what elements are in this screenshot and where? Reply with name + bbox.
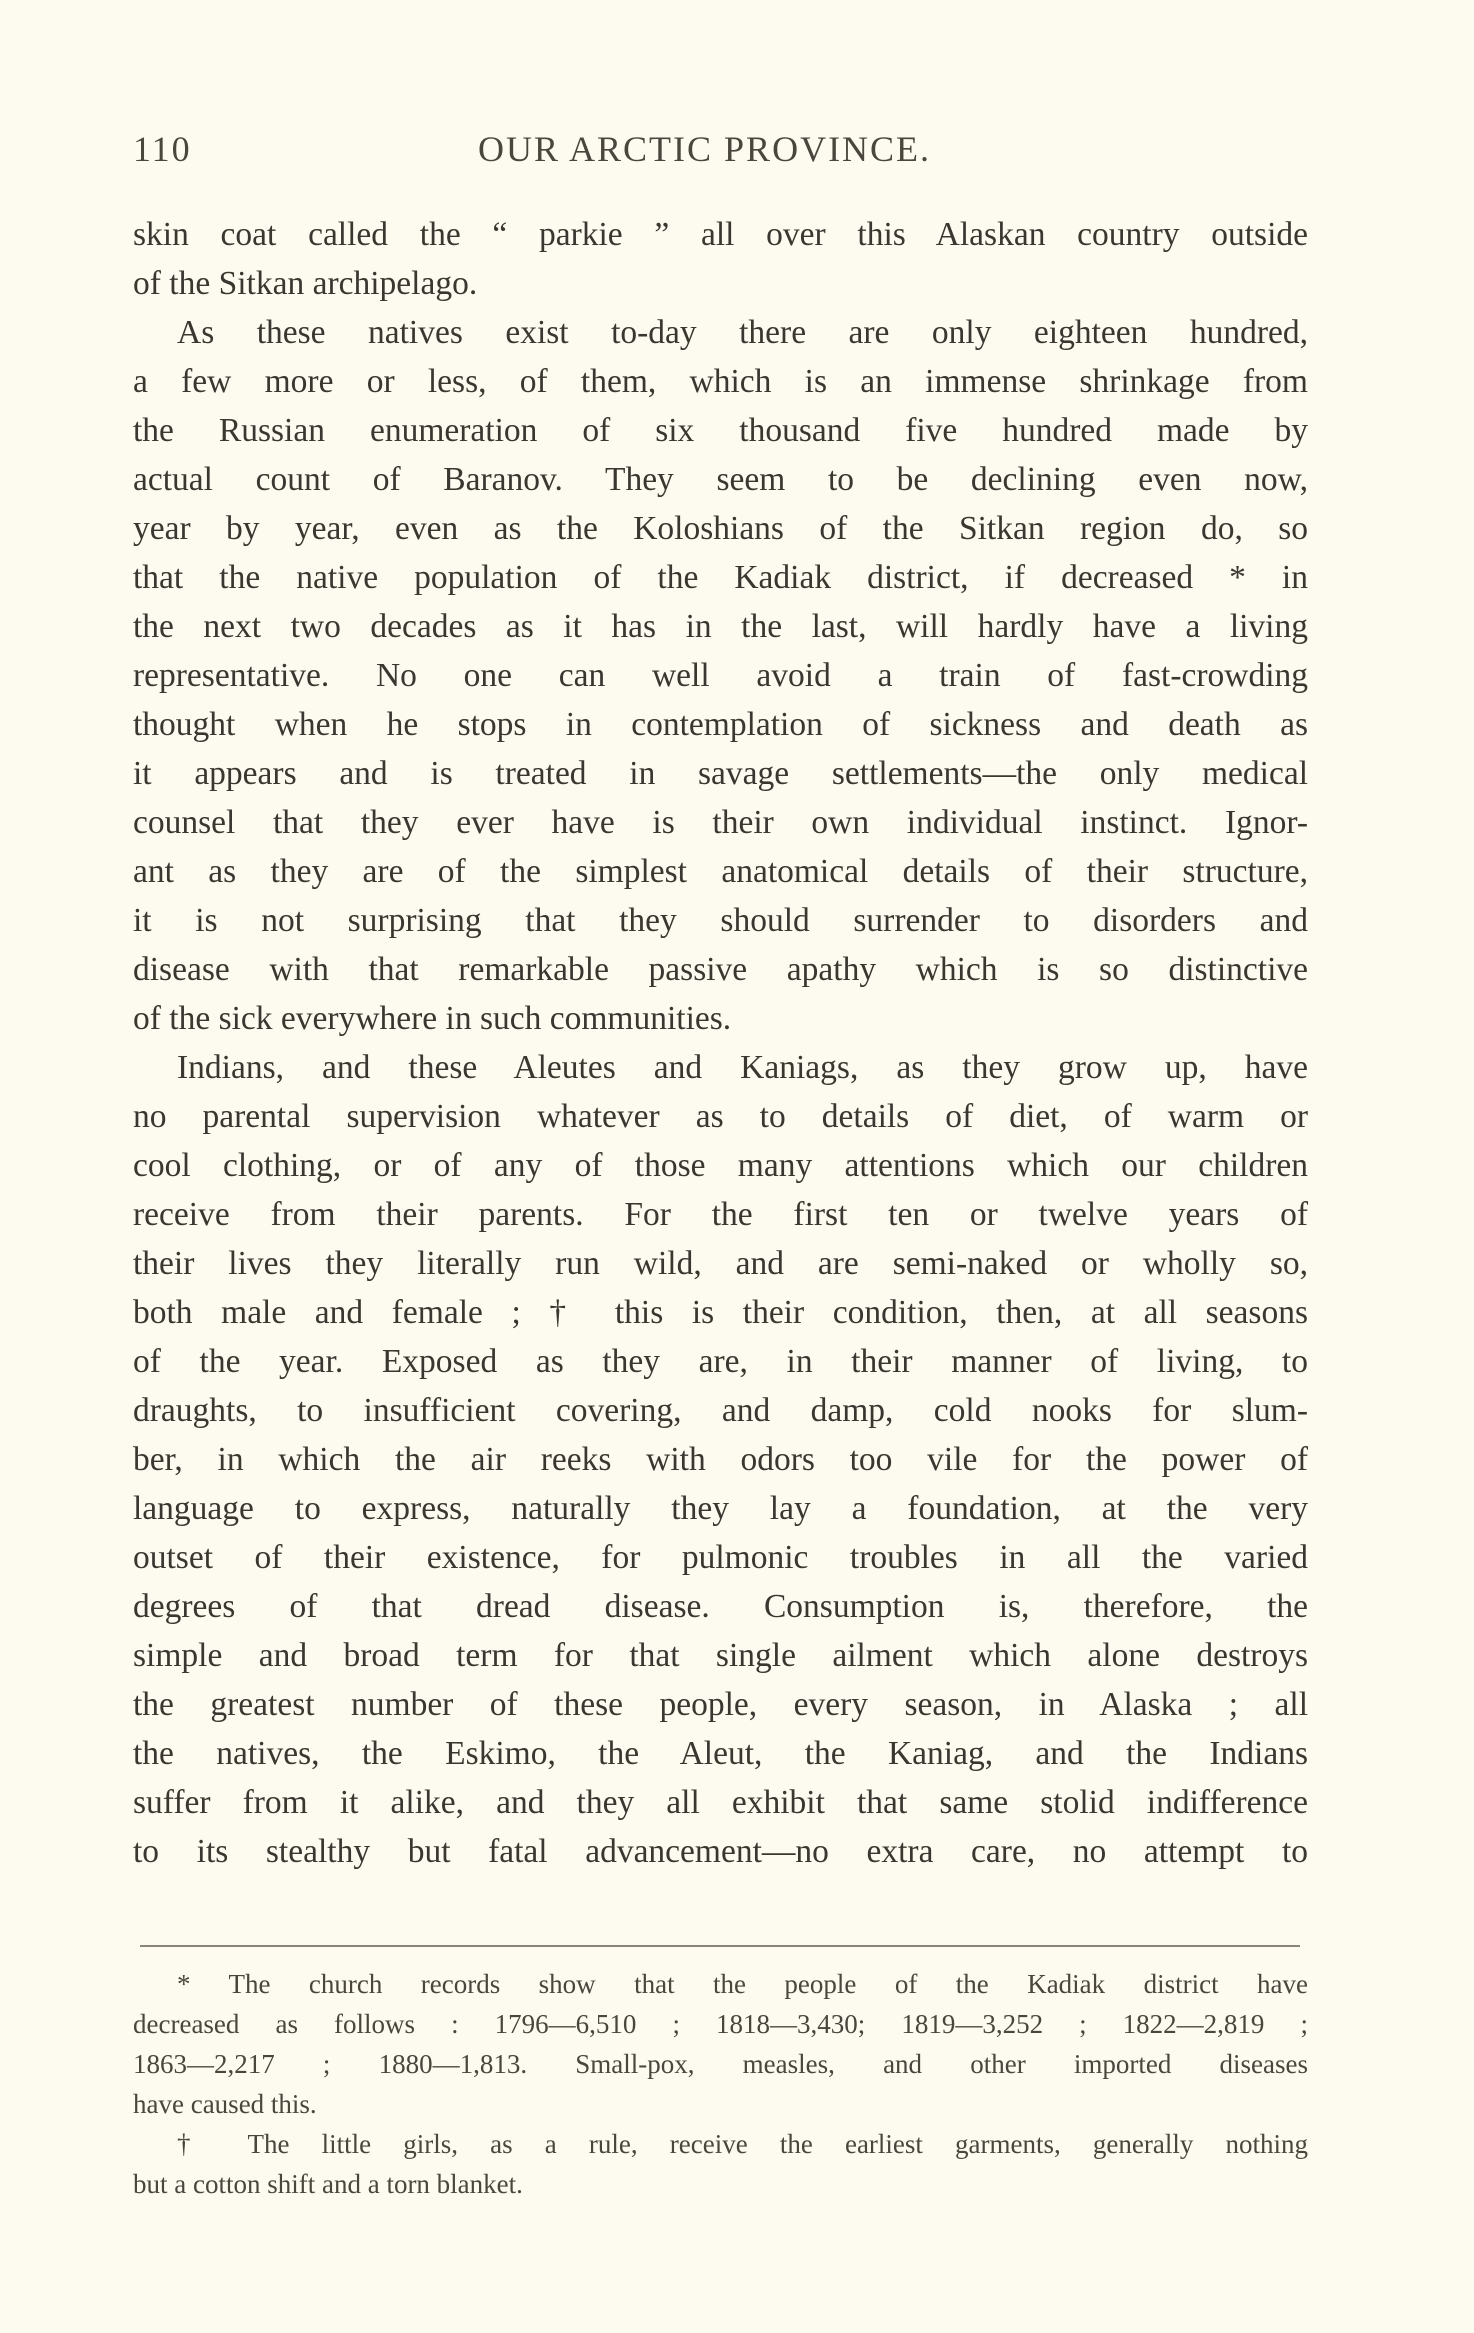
body-line: thought when he stops in contemplation of sickness and death as xyxy=(133,706,1308,743)
body-line: receive from their parents. For the first ten or twelve years of xyxy=(133,1196,1308,1233)
page-number: 110 xyxy=(133,129,192,169)
body-line: disease with that remarkable passive apathy which is so distinctive xyxy=(133,951,1308,988)
body-line: their lives they literally run wild, and are semi-naked or wholly so, xyxy=(133,1245,1308,1282)
footnotes xyxy=(133,1964,1308,2204)
body-line: the natives, the Eskimo, the Aleut, the Kaniag, and the Indians xyxy=(133,1735,1308,1772)
body-line: degrees of that dread disease. Consumption is, therefore, the xyxy=(133,1588,1308,1625)
body-line: it appears and is treated in savage settlements—the only medical xyxy=(133,755,1308,792)
footnote-line: but a cotton shift and a torn blanket. xyxy=(133,2169,523,2199)
body-line: cool clothing, or of any of those many attentions which our children xyxy=(133,1147,1308,1184)
footnote-line: have caused this. xyxy=(133,2089,317,2119)
body-line: a few more or less, of them, which is an immense shrinkage from xyxy=(133,363,1308,400)
body-text xyxy=(133,210,1308,1876)
page-header xyxy=(133,128,1308,178)
footnote-line: * The church records show that the people of the Kadiak district have xyxy=(177,1969,1308,1999)
body-line: the greatest number of these people, every season, in Alaska ; all xyxy=(133,1686,1308,1723)
footnote-line: 1863—2,217 ; 1880—1,813. Small-pox, measles, and other imported diseases xyxy=(133,2049,1308,2079)
body-line: As these natives exist to-day there are only eighteen hundred, xyxy=(177,314,1308,351)
body-line: Indians, and these Aleutes and Kaniags, as they grow up, have xyxy=(177,1049,1308,1086)
body-line: no parental supervision whatever as to details of diet, of warm or xyxy=(133,1098,1308,1135)
body-line: ber, in which the air reeks with odors too vile for the power of xyxy=(133,1441,1308,1478)
body-line: representative. No one can well avoid a train of fast-crowding xyxy=(133,657,1308,694)
body-line: simple and broad term for that single ailment which alone destroys xyxy=(133,1637,1308,1674)
body-line: language to express, naturally they lay a foundation, at the very xyxy=(133,1490,1308,1527)
footnote-line: decreased as follows : 1796—6,510 ; 1818—3,430; 1819—3,252 ; 1822—2,819 ; xyxy=(133,2009,1308,2039)
body-line: of the Sitkan archipelago. xyxy=(133,265,478,302)
body-line: to its stealthy but fatal advancement—no extra care, no attempt to xyxy=(133,1833,1308,1870)
body-line: both male and female ; † this is their condition, then, at all seasons xyxy=(133,1294,1308,1331)
body-line: the Russian enumeration of six thousand five hundred made by xyxy=(133,412,1308,449)
body-line: the next two decades as it has in the last, will hardly have a living xyxy=(133,608,1308,645)
body-line: year by year, even as the Koloshians of the Sitkan region do, so xyxy=(133,510,1308,547)
body-line: it is not surprising that they should surrender to disorders and xyxy=(133,902,1308,939)
body-line: outset of their existence, for pulmonic troubles in all the varied xyxy=(133,1539,1308,1576)
running-title: OUR ARCTIC PROVINCE. xyxy=(478,129,932,169)
body-line: skin coat called the “ parkie ” all over this Alaskan country outside xyxy=(133,216,1308,253)
body-line: of the year. Exposed as they are, in their manner of living, to xyxy=(133,1343,1308,1380)
body-line: draughts, to insufficient covering, and damp, cold nooks for slum- xyxy=(133,1392,1308,1429)
body-line: suffer from it alike, and they all exhibit that same stolid indifference xyxy=(133,1784,1308,1821)
body-line: ant as they are of the simplest anatomical details of their structure, xyxy=(133,853,1308,890)
body-line: of the sick everywhere in such communities. xyxy=(133,1000,732,1037)
body-line: actual count of Baranov. They seem to be declining even now, xyxy=(133,461,1308,498)
footnote-line: † The little girls, as a rule, receive the earliest garments, generally nothing xyxy=(177,2129,1308,2159)
footnote-divider xyxy=(140,1945,1300,1947)
body-line: counsel that they ever have is their own individual instinct. Ignor- xyxy=(133,804,1308,841)
body-line: that the native population of the Kadiak district, if decreased * in xyxy=(133,559,1308,596)
